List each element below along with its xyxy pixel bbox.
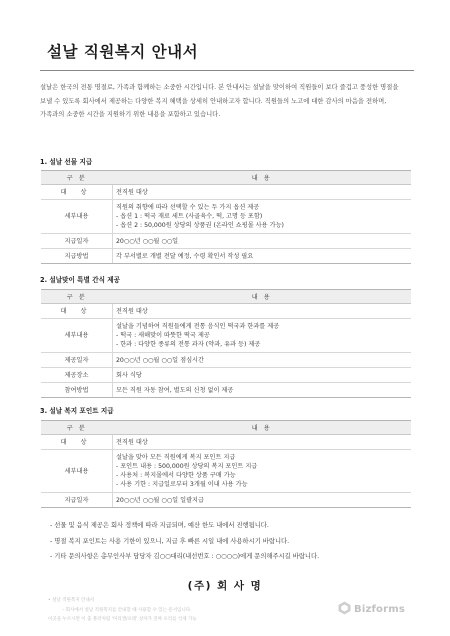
row-value: 전직원 대상 — [113, 185, 412, 200]
header-content: 내 용 — [113, 171, 412, 185]
row-line: - 떡국 : 새해맞이 따뜻한 떡국 제공 — [116, 331, 210, 339]
table-header-row — [41, 171, 411, 185]
row-label: 대 상 — [41, 185, 113, 200]
document-title: 설날 직원복지 안내서 — [47, 43, 199, 61]
notes-list — [50, 518, 319, 565]
row-label: 지급방법 — [41, 249, 113, 264]
table-row — [41, 450, 411, 493]
footer-line: • 설날 직원복지 안내서 — [48, 598, 95, 603]
row-label: 지급일자 — [41, 234, 113, 249]
row-line: - 포인트 내용 : 500,000원 상당의 복지 포인트 지급 — [116, 462, 258, 470]
intro-paragraph: 설날은 한국의 전통 명절로, 가족과 함께하는 소중한 시간입니다. 본 안내서는 설날을 맞이하여 직원들이 보다 즐겁고 풍성한 명절을 보낼 수 있도록 회사에서 제공하는 다양한 복지 혜택을 상세히 안내하고자 합니다. 직원들의 노고에 대한 감사의 마음을 전하며, 가족과의 소중한 시간을 지원하기 위한 내용을 포함하고 있습니다. — [40, 84, 399, 118]
row-value: 20○○년 ○○월 ○○일 — [113, 234, 412, 249]
table-header-row — [41, 290, 411, 304]
row-line: - 사용처 : 복지몰에서 다양한 상품 구매 가능 — [116, 472, 236, 479]
row-line: - 옵션 2 : 50,000원 상당의 상품권 (온라인 쇼핑몰 사용 가능) — [116, 222, 284, 230]
note-item: - 명절 복지 포인트는 사용 기한이 있으니, 지급 후 빠른 시일 내에 사용하시기 바랍니다. — [50, 537, 290, 545]
header-content: 내 용 — [113, 421, 412, 435]
table-row — [41, 319, 411, 353]
footer-line: – 회사에서 설날 직원복지를 안내할 때 사용할 수 있는 문서입니다. — [62, 607, 192, 613]
row-label: 지급일자 — [41, 493, 113, 508]
note-item: - 선물 및 음식 제공은 회사 정책에 따라 지급되며, 예산 한도 내에서 진행됩니다. — [50, 522, 269, 529]
row-line: - 옵션 1 : 떡국 재료 세트 (사골육수, 떡, 고명 등 포함) — [116, 212, 263, 220]
section-1-heading: 1. 설날 선물 지급 — [40, 158, 93, 166]
header-category: 구 분 — [41, 421, 113, 435]
table-row — [41, 304, 411, 319]
row-line: 설날을 맞아 모든 직원에게 복지 포인트 지급 — [116, 453, 236, 461]
row-value — [113, 450, 412, 493]
header-category: 구 분 — [41, 290, 113, 304]
header-category: 구 분 — [41, 171, 113, 185]
section-3-table — [41, 420, 411, 508]
hexagon-icon — [338, 600, 351, 619]
row-line: 직원의 취향에 따라 선택할 수 있는 두 가지 옵션 제공 — [116, 203, 260, 211]
row-value: 모든 직원 자동 참여, 별도의 신청 없이 제공 — [113, 383, 412, 398]
table-row — [41, 353, 411, 368]
table-row — [41, 234, 411, 249]
row-label: 제공일자 — [41, 353, 113, 368]
row-label: 세부내용 — [41, 200, 113, 234]
table-row — [41, 493, 411, 508]
row-label: 대 상 — [41, 304, 113, 319]
row-line: - 사용 기한 : 지급일로부터 3개월 이내 사용 가능 — [116, 481, 248, 489]
row-label: 제공장소 — [41, 368, 113, 383]
row-label: 세부내용 — [41, 450, 113, 493]
section-2-heading: 2. 설날맞이 특별 간식 제공 — [40, 276, 120, 284]
row-value: 20○○년 ○○월 ○○일 일괄지급 — [113, 493, 412, 508]
section-2-table — [41, 289, 411, 398]
table-row — [41, 200, 411, 234]
company-name: (주) 회 사 명 — [187, 580, 263, 592]
row-value: 전직원 대상 — [113, 304, 412, 319]
row-value — [113, 200, 412, 234]
table-row — [41, 435, 411, 450]
section-3-heading: 3. 설날 복지 포인트 지급 — [40, 407, 114, 415]
row-label: 세부내용 — [41, 319, 113, 353]
row-value: 전직원 대상 — [113, 435, 412, 450]
section-1-table — [41, 170, 411, 264]
row-line: - 한과 : 다양한 종류의 전통 과자 (약과, 유과 등) 제공 — [116, 341, 261, 349]
brand-name: Bizforms — [354, 604, 405, 615]
row-value: 20○○년 ○○월 ○○일 점심시간 — [113, 353, 412, 368]
table-row — [41, 368, 411, 383]
row-line: 설날을 기념하여 직원들에게 전통 음식인 떡국과 한과를 제공 — [116, 322, 280, 330]
footer-line: 이곳을 누르시면 이 출 블러처럼 '미리캔/포레' 상자가 진짜 포리를 삭제 가능 — [48, 617, 197, 622]
bizforms-logo — [338, 600, 405, 619]
table-header-row — [41, 421, 411, 435]
row-value: 각 부서별로 개별 전달 예정, 수령 확인서 작성 필요 — [113, 249, 412, 264]
note-item: - 기타 문의사항은 총무인사부 담당자 김○○대리(내선번호 : ○○○○)에게 문의해주시길 바랍니다. — [50, 553, 320, 560]
table-row — [41, 185, 411, 200]
header-content: 내 용 — [113, 290, 412, 304]
row-label: 대 상 — [41, 435, 113, 450]
table-row — [41, 383, 411, 398]
title-divider — [40, 70, 414, 71]
row-value — [113, 319, 412, 353]
row-label: 참여방법 — [41, 383, 113, 398]
row-value: 회사 식당 — [113, 368, 412, 383]
footer-watermark-text — [48, 596, 197, 625]
table-row — [41, 249, 411, 264]
